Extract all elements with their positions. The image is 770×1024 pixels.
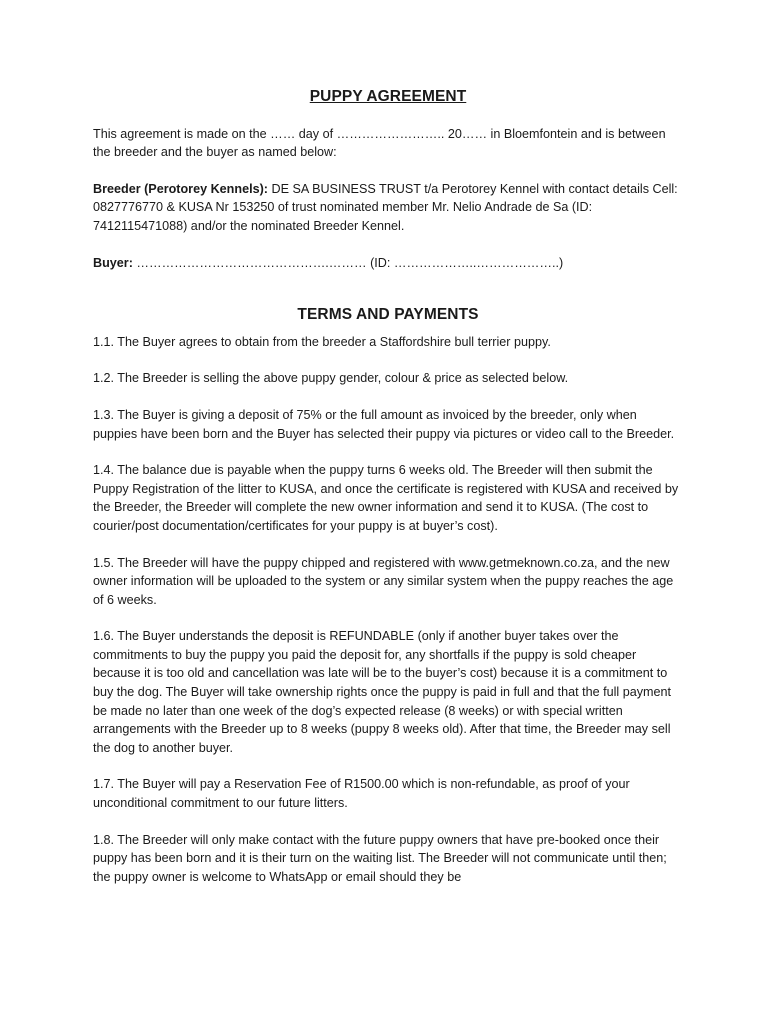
buyer-details: ……………………………………….……… (ID: ………………..………………..) (132, 255, 564, 270)
intro-paragraph: This agreement is made on the …… day of …………………….. 20…… in Bloemfontein and is between the breeder and the buyer as named below: (93, 126, 666, 160)
clause-1-3: 1.3. The Buyer is giving a deposit of 75% or the full amount as invoiced by the breeder, only when puppies have been born and the Buyer has selected their puppy via pictures or video call to the Breeder. (93, 407, 675, 441)
clause-1-7: 1.7. The Buyer will pay a Reservation Fee of R1500.00 which is non-refundable, as proof of your unconditional commitment to our future litters. (93, 777, 630, 811)
breeder-details: DE SA BUSINESS TRUST t/a Perotorey Kennel with contact details Cell: 0827776770 & KUSA Nr 153250 of trust nominated member Mr. Nelio Andrade de Sa (ID: 7412115471088) and/or the nominated Breeder Kennel. (93, 181, 678, 233)
document-title: PUPPY AGREEMENT (309, 88, 467, 105)
breeder-label: Breeder (Perotorey Kennels): (93, 181, 268, 196)
buyer-label: Buyer: (93, 255, 133, 270)
breeder-paragraph (93, 180, 683, 236)
clause-1-6: 1.6. The Buyer understands the deposit is REFUNDABLE (only if another buyer takes over the commitments to buy the puppy you paid the deposit for, any shortfalls if the puppy is sold cheaper because it is too old and cancellation was late will be to the buyer’s cost) because it is a commitment to buy the dog. The Buyer will take ownership rights once the puppy is paid in full and that the full payment be made no later than one week of the dog’s expected release (8 weeks) or with special written arrangements with the Breeder up to 8 weeks (puppy 8 weeks old). After that time, the Breeder may sell the dog to another buyer. (93, 629, 672, 755)
buyer-paragraph (93, 254, 683, 273)
clause-1-8: 1.8. The Breeder will only make contact with the future puppy owners that have pre-booked once their puppy has been born and it is their turn on the waiting list. The Breeder will not communicate until then; the puppy owner is welcome to WhatsApp or email should they be (93, 832, 667, 884)
clause-1-2: 1.2. The Breeder is selling the above puppy gender, colour & price as selected below. (93, 371, 569, 386)
clause-1-1: 1.1. The Buyer agrees to obtain from the breeder a Staffordshire bull terrier puppy. (93, 334, 551, 349)
document-body (93, 88, 683, 904)
clause-1-4: 1.4. The balance due is payable when the puppy turns 6 weeks old. The Breeder will then submit the Puppy Registration of the litter to KUSA, and once the certificate is registered with KUSA and received by the Breeder, the Breeder will complete the new owner information and send it to KUSA. (The cost to courier/post documentation/certificates for your puppy is at buyer’s cost). (93, 463, 679, 533)
section-title-terms: TERMS AND PAYMENTS (297, 306, 479, 324)
clause-1-5: 1.5. The Breeder will have the puppy chipped and registered with www.getmeknown.co.za, and the new owner information will be uploaded to the system or any similar system when the puppy reaches the age of 6 weeks. (93, 555, 674, 607)
